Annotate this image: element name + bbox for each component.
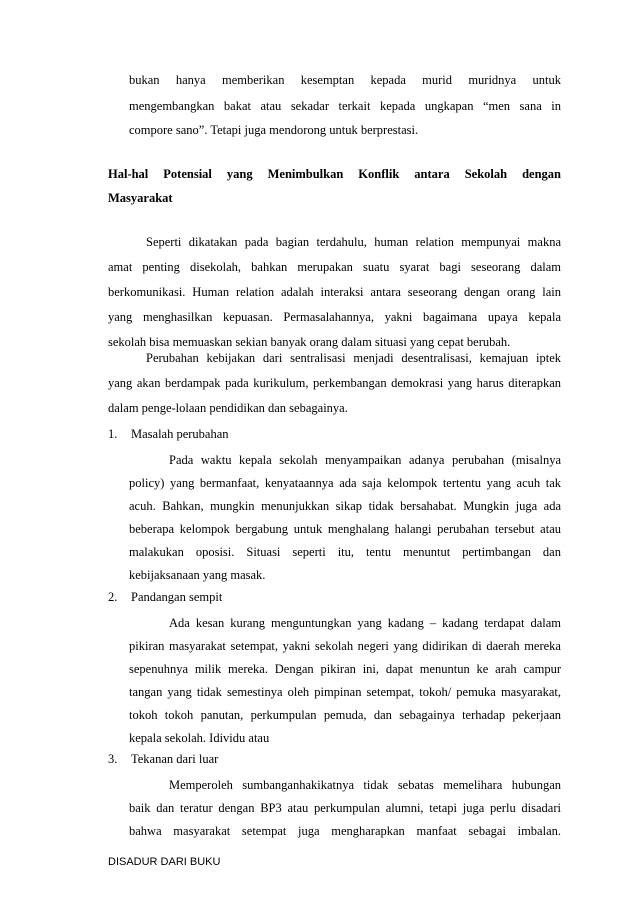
- text-line: sekolah bisa memuaskan sekian banyak orang dalam situasi yang cepat berubah.: [108, 335, 511, 349]
- text-line: Perubahan kebijakan dari sentralisasi menjadi desentralisasi, kemajuan iptek: [146, 351, 561, 365]
- text-line: dalam penge-lolaan pendidikan dan sebagainya.: [108, 401, 348, 415]
- list-number: 3.: [108, 752, 118, 766]
- text-line: Seperti dikatakan pada bagian terdahulu, human relation mempunyai makna: [146, 235, 561, 249]
- text-line: Ada kesan kurang menguntungkan yang kadang – kadang terdapat dalam: [169, 616, 561, 630]
- section-heading: Hal-hal Potensial yang Menimbulkan Konflik antara Sekolah dengan: [108, 167, 561, 181]
- list-number: 1.: [108, 427, 118, 441]
- text-line: sepenuhnya milik mereka. Dengan pikiran ini, dapat menuntun ke arah campur: [129, 662, 561, 676]
- text-line: Pada waktu kepala sekolah menyampaikan adanya perubahan (misalnya: [169, 453, 561, 467]
- text-line: bukan hanya memberikan kesemptan kepada murid muridnya untuk: [129, 73, 561, 87]
- text-line: kepala sekolah. Idividu atau: [129, 731, 270, 745]
- text-line: beberapa kelompok bergabung untuk menghalang halangi perubahan tersebut atau: [129, 522, 561, 536]
- list-item-title: Masalah perubahan: [131, 427, 229, 441]
- text-line: malakukan oposisi. Situasi seperti itu, tentu menuntut pertimbangan dan: [129, 545, 561, 559]
- text-line: Memperoleh sumbanganhakikatnya tidak sebatas memelihara hubungan: [169, 778, 561, 792]
- section-heading: Masyarakat: [108, 191, 173, 205]
- text-line: berkomunikasi. Human relation adalah interaksi antara seseorang dengan orang lain: [108, 285, 561, 299]
- text-line: bahwa masyarakat setempat juga mengharapkan manfaat sebagai imbalan.: [129, 824, 561, 838]
- page-footer: DISADUR DARI BUKU: [108, 856, 221, 868]
- text-line: tangan yang tidak semestinya oleh pimpinan setempat, tokoh/ pemuka masyarakat,: [129, 685, 561, 699]
- text-line: yang akan berdampak pada kurikulum, perkembangan demokrasi yang harus diterapkan: [108, 376, 561, 390]
- list-number: 2.: [108, 590, 118, 604]
- text-line: policy) yang bermanfaat, kenyataannya ada saja kelompok tertentu yang acuh tak: [129, 476, 561, 490]
- text-line: acuh. Bahkan, mungkin menunjukkan sikap tidak bersahabat. Mungkin juga ada: [129, 499, 561, 513]
- text-line: compore sano”. Tetapi juga mendorong untuk berprestasi.: [129, 123, 419, 137]
- list-item-title: Pandangan sempit: [131, 590, 223, 604]
- text-line: kebijaksanaan yang masak.: [129, 568, 266, 582]
- text-line: mengembangkan bakat atau sekadar terkait kepada ungkapan “men sana in: [129, 99, 561, 113]
- text-line: amat penting disekolah, bahkan merupakan suatu syarat bagi seseorang dalam: [108, 260, 561, 274]
- text-line: baik dan teratur dengan BP3 atau perkumpulan alumni, tetapi juga perlu disadari: [129, 801, 561, 815]
- text-line: tokoh tokoh panutan, perkumpulan pemuda, dan sebagainya terhadap pekerjaan: [129, 708, 561, 722]
- text-line: yang menghasilkan kepuasan. Permasalahannya, yakni bagaimana upaya kepala: [108, 310, 561, 324]
- text-line: pikiran masyarakat setempat, yakni sekolah negeri yang didirikan di daerah mereka: [129, 639, 561, 653]
- list-item-title: Tekanan dari luar: [131, 752, 219, 766]
